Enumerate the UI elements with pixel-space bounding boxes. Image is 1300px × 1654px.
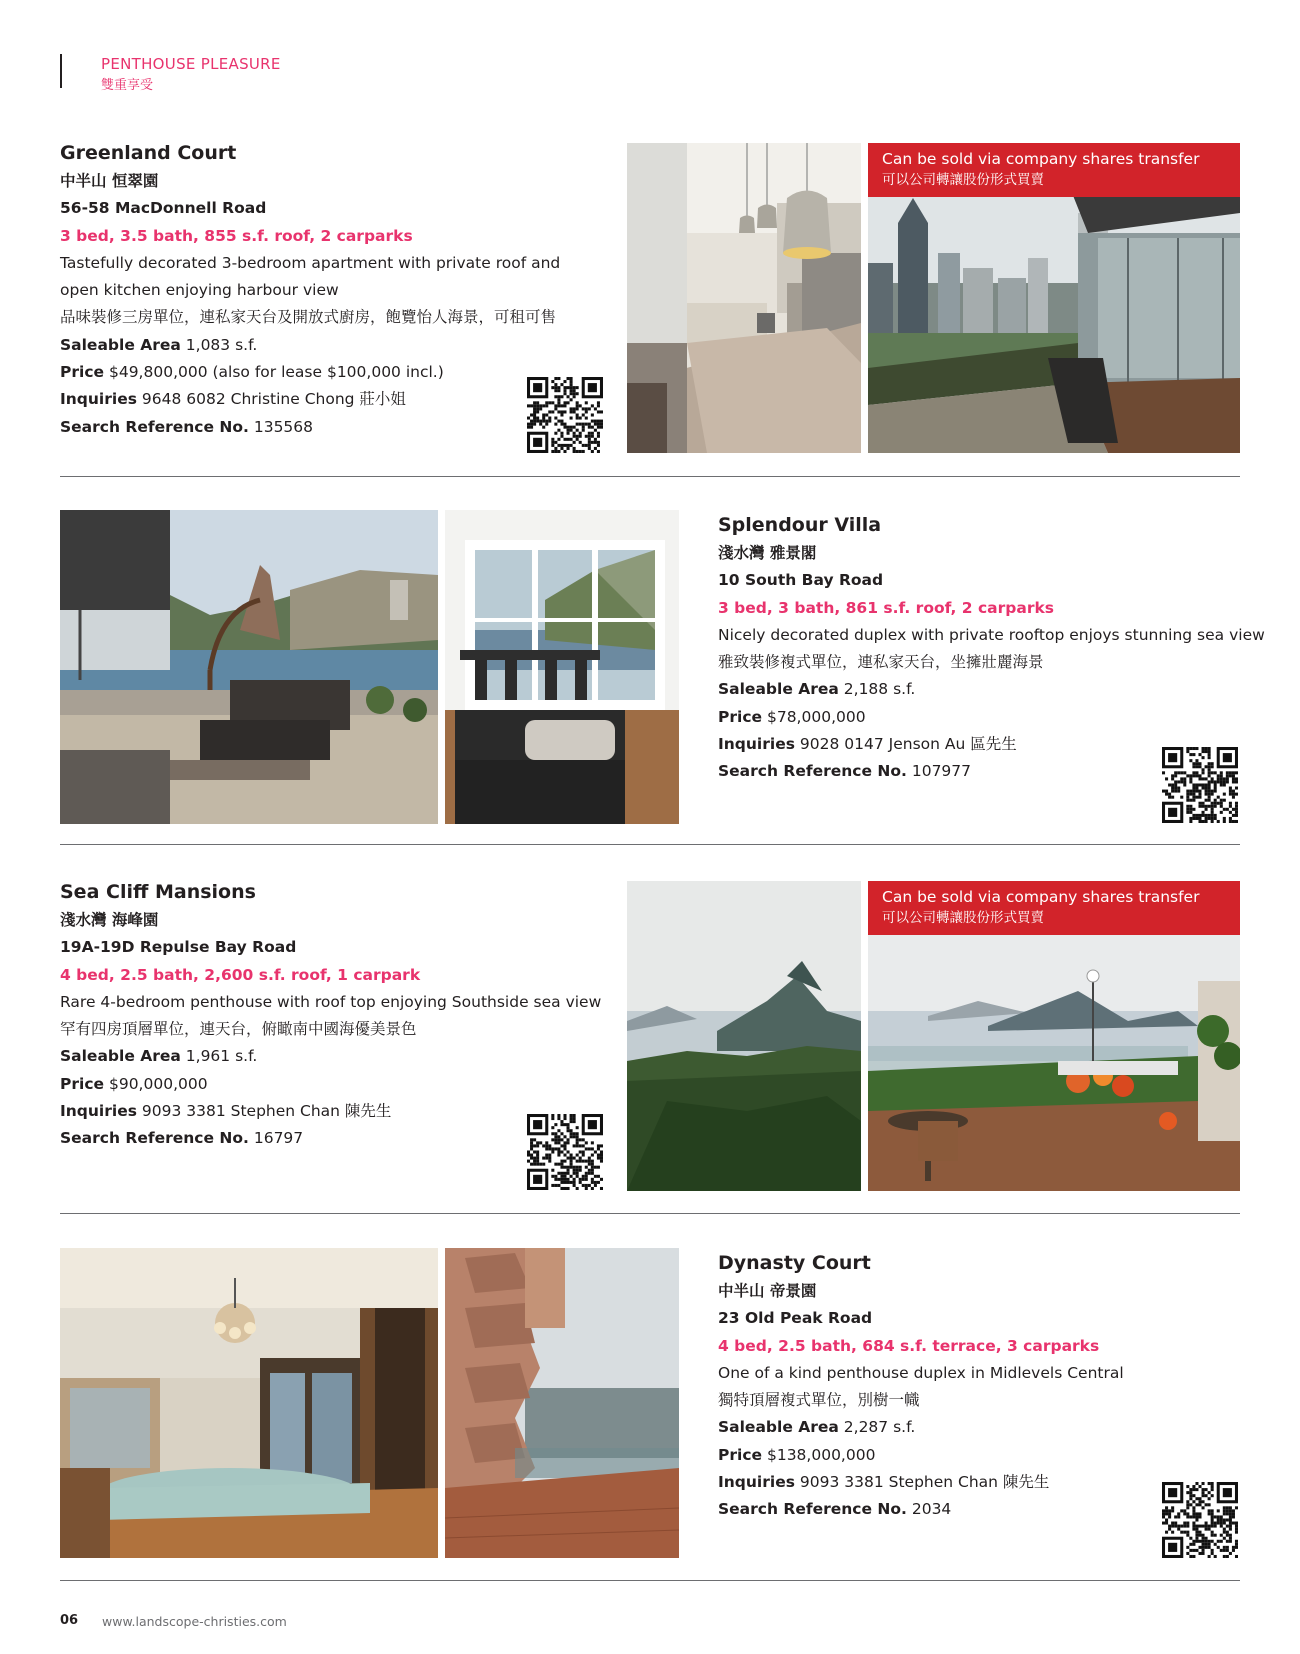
property-address: 56-58 MacDonnell Road [60,199,267,218]
property-address: 10 South Bay Road [718,571,884,590]
property-description: One of a kind penthouse duplex in Midlevels Central [718,1363,1124,1382]
shares-transfer-badge [868,881,1240,935]
kitchen-photo [627,143,861,453]
header-rule [60,54,62,88]
price: Price $49,800,000 (also for lease $100,000 incl.) [60,363,444,382]
section-title: PENTHOUSE PLEASURE [101,55,281,73]
property-spec: 3 bed, 3.5 bath, 855 s.f. roof, 2 carparks [60,226,413,245]
property-description-zh: 雅致裝修複式單位，連私家天台，坐擁壯麗海景 [718,653,1044,672]
divider [60,1580,1240,1581]
badge-text-zh: 可以公司轉讓股份形式買賣 [882,910,1044,926]
badge-text: Can be sold via company shares transfer [882,888,1200,906]
search-reference: Search Reference No. 16797 [60,1129,304,1148]
inquiries: Inquiries 9093 3381 Stephen Chan 陳先生 [60,1102,392,1121]
search-reference: Search Reference No. 2034 [718,1500,952,1519]
property-name-zh: 中半山 恒翠園 [60,172,159,190]
listing-info [60,138,600,441]
property-spec: 3 bed, 3 bath, 861 s.f. roof, 2 carparks [718,598,1055,617]
search-reference: Search Reference No. 107977 [718,762,972,781]
property-description-zh: 品味裝修三房單位，連私家天台及開放式廚房，飽覽怡人海景，可租可售 [60,308,557,327]
property-address: 19A-19D Repulse Bay Road [60,938,297,957]
saleable-area: Saleable Area 1,961 s.f. [60,1047,258,1066]
qr-code[interactable] [1162,747,1238,823]
price: Price $78,000,000 [718,707,866,726]
property-name: Greenland Court [60,142,237,164]
search-reference: Search Reference No. 135568 [60,417,314,436]
property-name-zh: 淺水灣 雅景閣 [718,544,817,562]
property-name: Sea Cliff Mansions [60,881,256,903]
listing-info [60,877,600,1153]
page-number: 06 [60,1613,79,1628]
inquiries: Inquiries 9028 0147 Jenson Au 區先生 [718,735,1017,754]
property-description: Rare 4-bedroom penthouse with roof top enjoying Southside sea view [60,992,602,1011]
inquiries: Inquiries 9648 6082 Christine Chong 莊小姐 [60,390,406,409]
qr-code[interactable] [527,1114,603,1190]
price: Price $138,000,000 [718,1445,876,1464]
divider [60,1213,1240,1214]
property-spec: 4 bed, 2.5 bath, 2,600 s.f. roof, 1 carpark [60,965,421,984]
inquiries: Inquiries 9093 3381 Stephen Chan 陳先生 [718,1473,1050,1492]
property-description: open kitchen enjoying harbour view [60,281,339,300]
badge-text-zh: 可以公司轉讓股份形式買賣 [882,172,1044,188]
rooftop-terrace-photo [60,510,438,824]
saleable-area: Saleable Area 2,287 s.f. [718,1418,916,1437]
badge-text: Can be sold via company shares transfer [882,150,1200,168]
divider [60,844,1240,845]
price: Price $90,000,000 [60,1074,208,1093]
qr-code[interactable] [527,377,603,453]
shares-transfer-badge [868,143,1240,197]
listing-info [718,510,1265,786]
website-link[interactable]: www.landscope-christies.com [102,1614,287,1629]
property-description: Nicely decorated duplex with private rooftop enjoys stunning sea view [718,625,1265,644]
qr-code[interactable] [1162,1482,1238,1558]
balcony-photo [445,1248,679,1558]
living-room-photo [445,510,679,824]
property-description: Tastefully decorated 3-bedroom apartment with private roof and [60,253,561,272]
property-name-zh: 中半山 帝景園 [718,1282,817,1300]
bedroom-photo [60,1248,438,1558]
property-description-zh: 獨特頂層複式單位，別樹一幟 [718,1391,920,1410]
divider [60,476,1240,477]
property-name: Dynasty Court [718,1252,871,1274]
property-spec: 4 bed, 2.5 bath, 684 s.f. terrace, 3 carparks [718,1336,1100,1355]
property-name-zh: 淺水灣 海峰園 [60,911,159,929]
section-title-zh: 雙重享受 [101,78,154,93]
property-name: Splendour Villa [718,514,882,536]
property-description-zh: 罕有四房頂層單位，連天台，俯瞰南中國海優美景色 [60,1020,417,1039]
saleable-area: Saleable Area 1,083 s.f. [60,335,258,354]
property-address: 23 Old Peak Road [718,1309,873,1328]
sea-view-photo [627,881,861,1191]
saleable-area: Saleable Area 2,188 s.f. [718,680,916,699]
